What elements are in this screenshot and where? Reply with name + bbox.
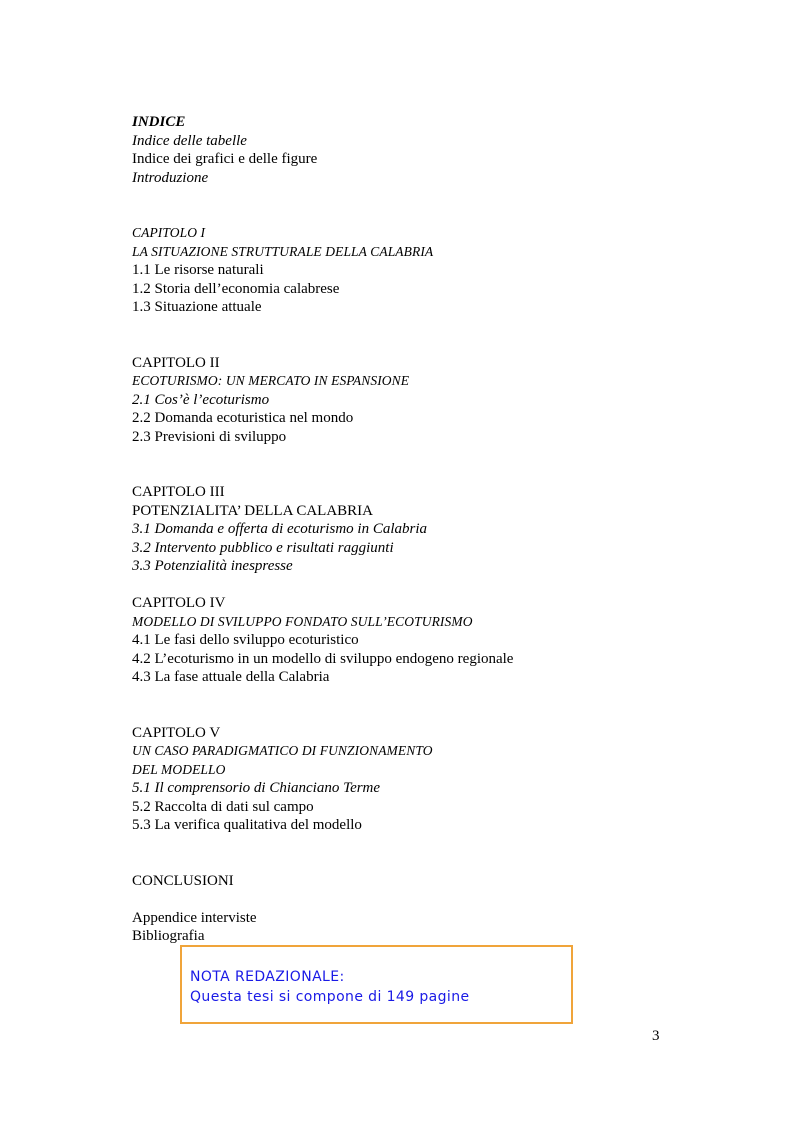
chapter-1-heading: CAPITOLO I [132,225,206,240]
editorial-note-box [180,945,573,1024]
chapter-1-title: LA SITUAZIONE STRUTTURALE DELLA CALABRIA [132,243,434,259]
toc-entry-tables-index: Indice delle tabelle [132,132,247,149]
toc-section: 5.1 Il comprensorio di Chianciano Terme [132,780,381,796]
toc-entry-conclusions: CONCLUSIONI [132,872,234,889]
toc-section: 3.1 Domanda e offerta di ecoturismo in Calabria [132,521,427,537]
toc-section: 2.3 Previsioni di sviluppo [132,428,287,445]
toc-entry-bibliography: Bibliografia [132,928,205,944]
toc-section: 1.2 Storia dell’economia calabrese [132,280,340,297]
chapter-2-title: ECOTURISMO: UN MERCATO IN ESPANSIONE [132,373,410,388]
editorial-note-title: NOTA REDAZIONALE: [190,969,345,985]
toc-section: 5.2 Raccolta di dati sul campo [132,798,314,815]
table-of-contents [132,113,692,946]
editorial-note-text: Questa tesi si compone di 149 pagine [190,989,470,1005]
chapter-5-title-line-1: UN CASO PARADIGMATICO DI FUNZIONAMENTO [132,743,433,758]
chapter-5-title-line-2: DEL MODELLO [132,761,226,777]
toc-section: 2.1 Cos’è l’ecoturismo [132,391,270,408]
chapter-4-heading: CAPITOLO IV [132,595,226,611]
chapter-3-title: POTENZIALITA’ DELLA CALABRIA [132,502,373,519]
chapter-4-title: MODELLO DI SVILUPPO FONDATO SULL’ECOTURISMO [132,613,473,629]
toc-entry-introduction: Introduzione [132,169,209,186]
chapter-3-heading: CAPITOLO III [132,484,225,500]
toc-section: 1.1 Le risorse naturali [132,262,264,278]
toc-entry-appendix: Appendice interviste [132,909,257,926]
chapter-2-heading: CAPITOLO II [132,354,220,371]
page-number: 3 [652,1028,660,1044]
toc-section: 2.2 Domanda ecoturistica nel mondo [132,410,354,426]
toc-section: 4.2 L’ecoturismo in un modello di sviluppo endogeno regionale [132,650,514,667]
toc-section: 3.2 Intervento pubblico e risultati raggiunti [132,539,394,556]
toc-section: 4.3 La fase attuale della Calabria [132,669,330,685]
toc-section: 1.3 Situazione attuale [132,299,262,315]
toc-title: INDICE [132,114,186,130]
chapter-5-heading: CAPITOLO V [132,724,221,741]
toc-section: 3.3 Potenzialità inespresse [132,558,293,574]
toc-entry-figures-index: Indice dei grafici e delle figure [132,151,318,167]
toc-section: 5.3 La verifica qualitativa del modello [132,817,362,833]
toc-section: 4.1 Le fasi dello sviluppo ecoturistico [132,632,359,648]
